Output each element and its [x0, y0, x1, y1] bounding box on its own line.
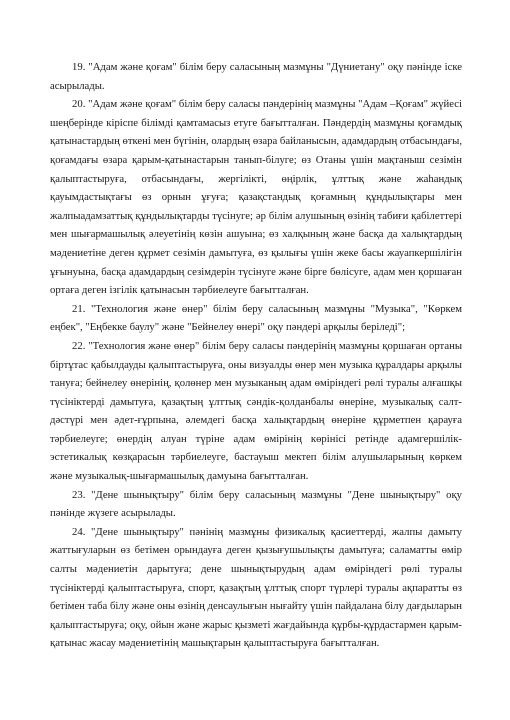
paragraph-20: 20. "Адам және қоғам" білім беру саласы пәндерінің мазмұны "Адам –Қоғам" жүйесі шеңберінде кіріспе білімді қамтамасыз етуге бағытталған. Пәндердің мазмұны қоғамдық қатынастардың өткені мен бүгінін, олардың өзара байланысын, адамдардың отбасындағы, қоғамдағы өзара қарым-қатынастарын танып-білуге; өз Отаны үшін мақтаныш сезімін қалыптастыруға, отбасындағы, жергіліктi, өңірлік, ұлттық және жаһандық қауымдастықтағы өз орнын ұғуға; қазақстандық қоғамның құндылықтары мен жалпыадамзаттық құндылықтарды түсінуге; әр білім алушының өзінің табиғи қабілеттері мен шығармашылық әлеуетінің көзін ашуына; өз халқының және басқа да халықтардың мәдениетіне деген құрмет сезімін дамытуға, өз қылығы үшін жеке басы жауапкершілігін ұғынуына, басқа адамдардың сезімдерін түсінуге және бірге бөлісуге, адам мен қоршаған ортаға деген ізгілік қатынасын тәрбиелеуге бағытталған.: [50, 98, 462, 297]
paragraph-21: 21. "Технология және өнер" білім беру саласының мазмұны "Музыка", "Көркем еңбек", "Еңбекке баулу" және "Бейнелеу өнері" оқу пәндері арқылы беріледі";: [50, 302, 462, 334]
paragraph-22: 22. "Технология және өнер" білім беру саласы пәндерінің мазмұны қоршаған ортаны біртұтас қабылдауды қалыптастыруға, оны визуалды өнер мен музыка құралдары арқылы тануға; бейнелеу өнерінің, қолөнер мен музыканың адам өміріндегі рөлі туралы алғашқы түсініктерді дамытуға, қазақтың ұлттық сәндік-қолданбалы өнеріне, музыкалық салт-дәстүрі мен әдет-ғұрпына, әлемдегі басқа халықтардың өнеріне құрметпен қарауға тәрбиелеуге; өнердің алуан түріне адам өмірінің көрінісі ретінде адамгершілік-эстетикалық көзқарасын тәрбиелеуге, бастауыш мектеп білім алушыларының көркем және музыкалық-шығармашылық дамуына бағытталған.: [50, 339, 462, 483]
paragraph-23: 23. "Дене шынықтыру" білім беру саласының мазмұны "Дене шынықтыру" оқу пәнінде жүзеге асырылады.: [50, 488, 462, 520]
paragraph-24: 24. "Дене шынықтыру" пәнінің мазмұны физикалық қасиеттерді, жалпы дамыту жаттығуларын өз бетімен орындауға деген қызығушылықты дамытуға; саламатты өмір салты мәдениетін дарытуға; дене шынықтырудың адам өміріндегі рөлі туралы түсініктерді қалыптастыруға, спорт, қазақтың ұлттық спорт түрлері туралы ақпаратты өз бетімен таба білу және оны өзінің денсаулығын нығайту үшін пайдалана білу дағдыларын қалыптастыруға; оқу, ойын және жарыс қызметі жағдайында құрбы-құрдастармен қарым-қатынас жасау мәдениетінің машықтарын қалыптастыруға бағытталған.: [50, 525, 462, 650]
paragraph-19: 19. "Адам және қоғам" білім беру саласының мазмұны "Дүниетану" оқу пәнінде іске асырылады.: [50, 61, 462, 92]
